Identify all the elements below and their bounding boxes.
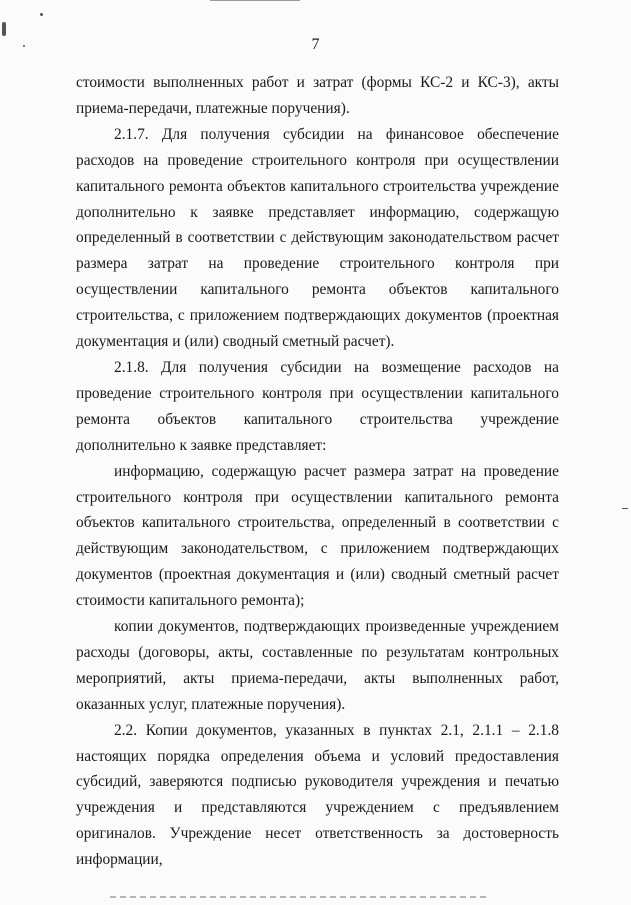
paragraph-2-1-8-item-copies: копии документов, подтверждающих произведенные учреждением расходы (договоры, акты, составленные по результатам контрольных мероприятий, акты приема-передачи, акты выполненных работ, оказанных услуг, платежные поручения). [76, 618, 559, 713]
paragraph-2-2: 2.2. Копии документов, указанных в пунктах 2.1, 2.1.1 – 2.1.8 настоящих порядка определения объема и условий предоставления субсидий, заверяются подписью руководителя учреждения и печатью учреждения и представляются учреждением с предъявлением оригиналов. Учреждение несет ответственность за достоверность информации, [76, 721, 559, 869]
scan-edge-line [210, 0, 300, 1]
document-body [76, 70, 559, 873]
paragraph-2-1-8: 2.1.8. Для получения субсидии на возмещение расходов на проведение строительного контроля при осуществлении капитального ремонта объектов капитального строительства учреждение дополнительно к заявке представляет: [76, 358, 559, 454]
paragraph-2-1-8-item-information: информацию, содержащую расчет размера затрат на проведение строительного контроля при осуществлении капитального ремонта объектов капитального строительства, определенный в соответствии с действующим законодательством, с приложением подтверждающих документов (проектная документация и (или) сводный сметный расчет стоимости капитального ремонта); [76, 462, 559, 610]
scan-speck [2, 22, 6, 36]
paragraph-2-1-7: 2.1.7. Для получения субсидии на финансовое обеспечение расходов на проведение строительного контроля при осуществлении капитального ремонта объектов капитального строительства учреждение дополнительно к заявке представляет информацию, содержащую определенный в соответствии с действующим законодательством расчет размера затрат на проведение строительного контроля при осуществлении капитального ремонта объектов капитального строительства, с приложением подтверждающих документов (проектная документация и (или) сводный сметный расчет). [76, 125, 559, 351]
page-number: 7 [311, 36, 320, 53]
scan-speck [622, 508, 628, 509]
scan-speck [40, 13, 43, 16]
paragraph-continuation: стоимости выполненных работ и затрат (формы КС-2 и КС-3), акты приема-передачи, платежные поручения). [76, 74, 559, 117]
scan-bottom-artifact [110, 896, 490, 898]
